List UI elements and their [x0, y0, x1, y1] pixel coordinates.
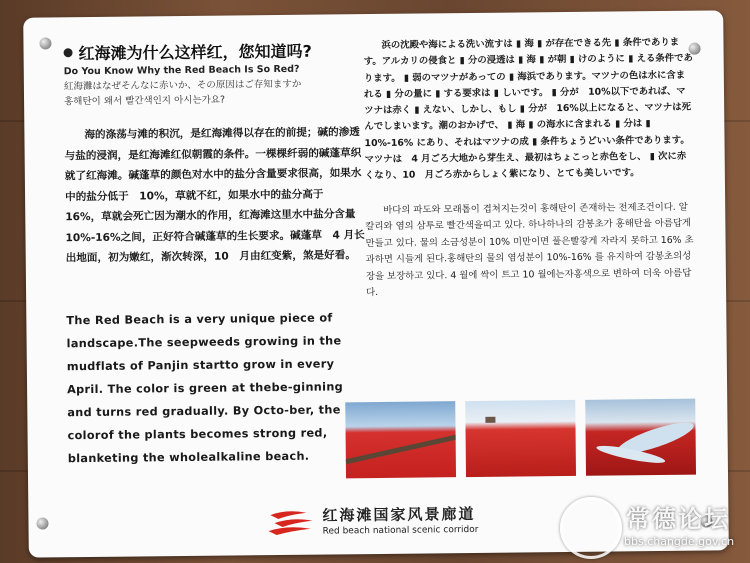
bullet-icon: [64, 48, 73, 57]
info-sign-board: [23, 10, 729, 557]
right-column: [363, 35, 696, 302]
screw-icon: [39, 37, 51, 49]
japanese-paragraph: 浜の沈殿や海による洗い流すは ▮ 海 ▮ が存在できる先 ▮ 条件であります。アルカリの侵食と ▮ 分の浸透は ▮ 海 ▮ が朝 ▮ けのように ▮ える条件であります。 ▮ 弱のマツナがあっての ▮ 海浜であります。マツナの色は水に含まれる ▮ 分の量に ▮ する要求は ▮ しいです。 ▮ 分が 10%以下であれば、マツナは赤く ▮ えない、しかし、もし ▮ 分が 16%以上になると、マツナは死んでしまいます。潮のおかげで、 ▮ 海 ▮ の海水に含まれる ▮ 分は ▮ 10%-16% にあり、それはマツナの成 ▮ 条件ちょうどいい条件であります。マツナは 4 月ごろ大地から芽生え、最初はちょこっと赤色をし、 ▮ 次に赤くなり、10 月ごろ赤からしょく紫になり、とても美しいです。: [363, 36, 693, 182]
red-beach-tidal-flat-photo: [585, 399, 696, 476]
photo-strip: [345, 399, 696, 479]
footer-name-zh: 红海滩国家风景廊道: [322, 504, 476, 525]
sign-title-zh: 红海滩为什么这样红，您知道吗?: [78, 41, 312, 64]
forum-watermark: [560, 497, 750, 557]
red-beach-boardwalk-photo: [345, 401, 456, 478]
footer-caption: [322, 503, 478, 537]
sign-title-ko: 홍해탄이 왜서 빨간색인지 아시는가요?: [64, 94, 226, 108]
title-row: [63, 38, 363, 64]
screw-icon: [36, 517, 48, 529]
watermark-seal-icon: [560, 497, 622, 559]
korean-paragraph: 바다의 파도와 모래톱이 겹쳐지는것이 홍해탄이 존재하는 전제조건이다. 알칼리와 염의 삼투로 빨간색을띠고 있다. 하나하나의 감봉초가 홍해탄을 아름답게만들고 있다. 물의 소금성분이 10% 미만이면 풀은빨갛게 자라지 못하고 16% 초과하면 시들게 된다.홍해탄의 물의 염성분이 10%-16% 를 유지하여 감봉초의성장을 보장하고 있다. 4 월에 싹이 트고 10 월에는자홍색으로 변하여 더욱 아름답다.: [365, 201, 694, 299]
english-paragraph: The Red Beach is a very unique piece of landscape.The seepweeds growing in the mudflats of Panjin startto grow in every April. The color is green at thebe-ginning and turns red gradually. By Octo-ber, the colorof the plants becomes strong red, blanketing the wholealkaline beach.: [66, 310, 344, 465]
watermark-site-name: 常德论坛: [626, 504, 730, 533]
footer-name-en: Red beach national scenic corridor: [322, 524, 479, 537]
sign-title-jp: 紅海灘はなぜそんなに赤いか、その原因はご存知ますか: [63, 78, 302, 93]
left-column: [63, 38, 367, 470]
red-beach-pavilion-photo: [465, 400, 576, 477]
sign-title-en: Do You Know Why the Red Beach Is So Red?: [63, 63, 300, 78]
watermark-url: bbs.changde.gov.cn: [624, 535, 735, 548]
chinese-paragraph: 海的涤荡与滩的积沉，是红海滩得以存在的前提；碱的渗透与盐的浸润，是红海滩红似朝霞的条件。一棵棵纤弱的碱蓬草织就了红海滩。碱蓬草的颜色对水中的盐分含量要求很高，如果水中的盐分低于 10%，草就不红，如果水中的盐分高于 16%，草就会死亡因为潮水的作用，红海滩这里水中盐分含量10%-16%之间，正好符合碱蓬草的生长要求。碱蓬草 4 月长出地面，初为嫩红，渐次转深，10 月由红变紫，煞是好看。: [64, 126, 365, 265]
red-beach-logo-icon: [266, 507, 316, 536]
